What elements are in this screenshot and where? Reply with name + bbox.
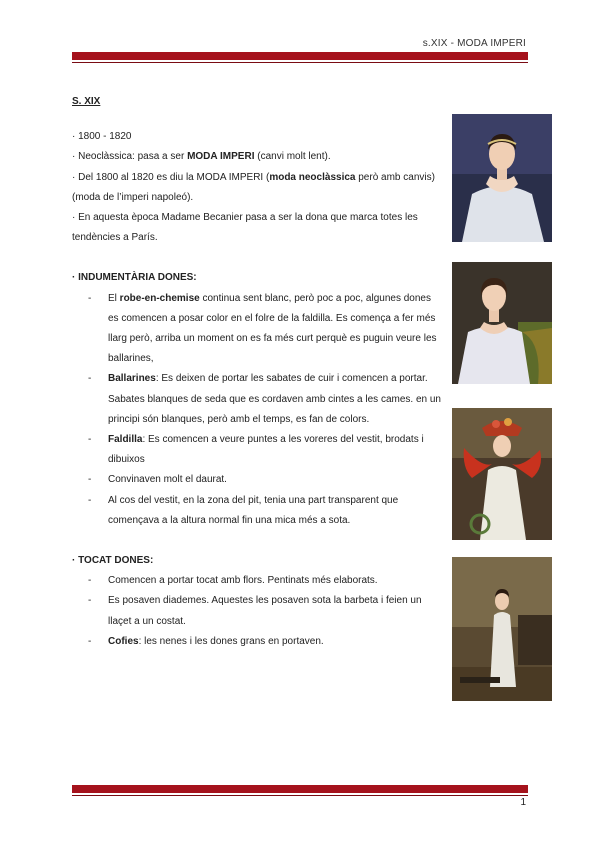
list-item: - Comencen a portar tocat amb flors. Pentinats més elaborats. [88,575,378,587]
main-content [72,92,442,652]
list-item: - Al cos del vestit, en la zona del pit, tenia una part transparent que començava a la altura normal fin una mica més a sota. [88,494,399,526]
list-item: - Faldilla: Es comencen a veure puntes a les voreres del vestit, brodats i dibuixos [88,434,424,466]
list-item: - Ballarines: Es deixen de portar les sabates de cuir i comencen a portar. Sabates blanques de seda que es cordaven amb cintes a les cames. en un principi són blanques, però amb el temps, es fan de colors. [88,373,441,425]
page-number: 1 [520,797,526,808]
list-item: - El robe-en-chemise continua sent blanc, però poc a poc, algunes dones es comencen a posar color en el folre de la faldilla. Es comença a fer més llarg però, arriba un moment on es fa més curt perquè es puguin veure les ballarines, [88,292,437,365]
list-item: - Cofies: les nenes i les dones grans en portaven. [88,635,324,647]
portrait-3-image [452,408,552,540]
intro-line-1: · 1800 - 1820 [72,131,132,143]
list-item: - Es posaven diademes. Aquestes les posaven sota la barbeta i feien un llaçet a un costat. [88,595,422,627]
intro-line-4: · En aquesta època Madame Becanier pasa a ser la dona que marca totes les tendències a París. [72,212,418,244]
list-item: - Convinaven molt el daurat. [88,474,227,486]
portrait-1-image [452,114,552,242]
portrait-4-image [452,557,552,701]
header-title: s.XIX - MODA IMPERI [422,38,526,49]
portrait-2-image [452,262,552,384]
footer-bar [72,785,528,793]
indumentaria-section [72,268,442,531]
section-heading: S. XIX [72,96,101,107]
indumentaria-title: · INDUMENTÀRIA DONES: [72,272,197,284]
intro-line-2: · Neoclàssica: pasa a ser MODA IMPERI (canvi molt lent). [72,151,331,163]
intro-block [72,127,442,248]
header-bar [72,52,528,60]
intro-line-3: · Del 1800 al 1820 es diu la MODA IMPERI (moda neoclàssica però amb canvis) (moda de l’imperi napoleó). [72,171,435,203]
tocat-title: · TOCAT DONES: [72,555,154,567]
tocat-section [72,551,442,652]
